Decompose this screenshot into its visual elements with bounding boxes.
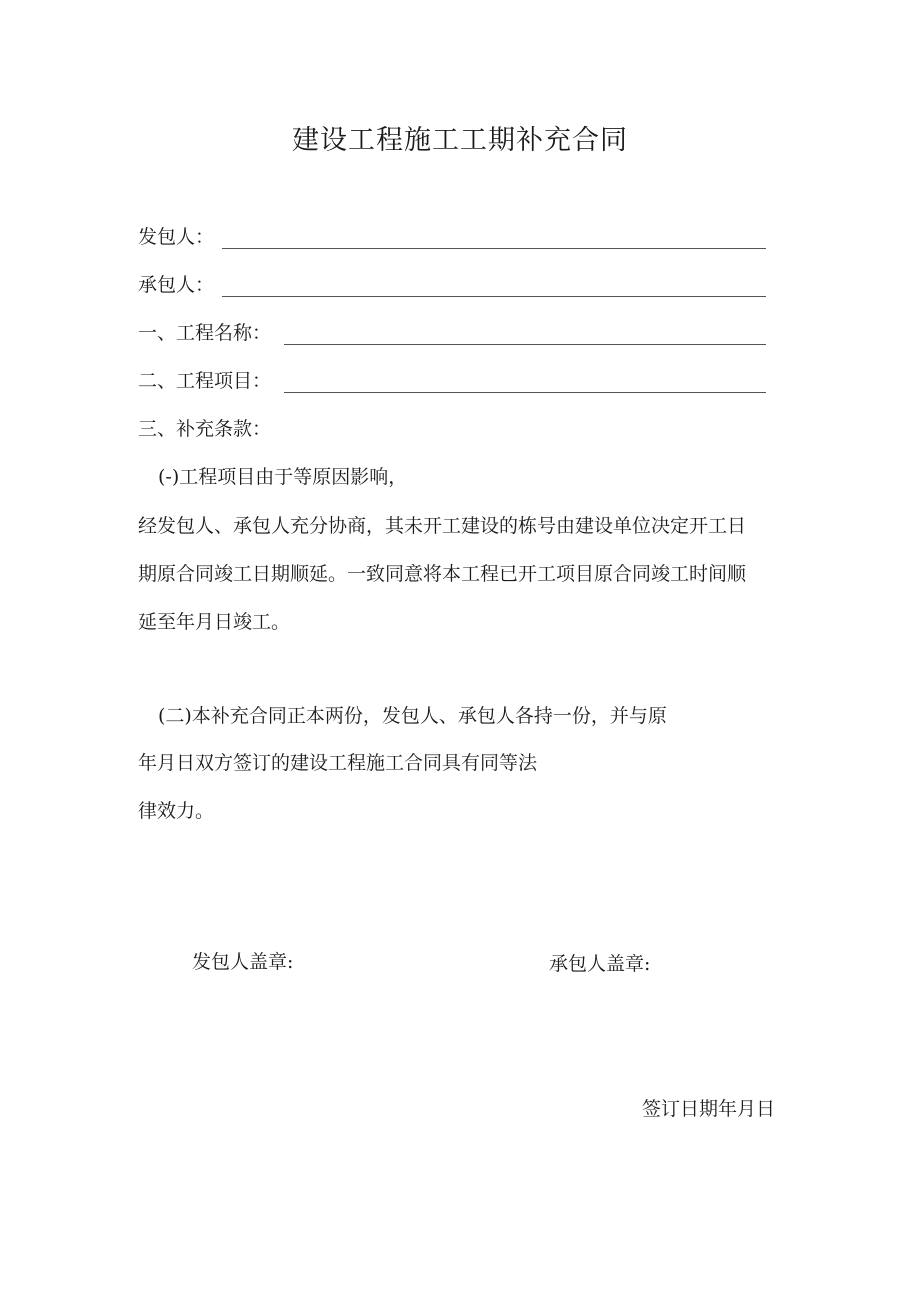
clause1-line4: 延至年月日竣工。 xyxy=(138,611,291,633)
employer-label: 发包人： xyxy=(138,226,215,248)
project-item-field xyxy=(138,366,766,396)
clause2-line1: (二)本补充合同正本两份，发包人、承包人各持一份，并与原 xyxy=(158,705,667,727)
clauses-heading: 三、补充条款： xyxy=(138,418,272,440)
document-title: 建设工程施工工期补充合同 xyxy=(292,125,628,156)
clause1-line1: (-)工程项目由于等原因影响， xyxy=(158,466,408,488)
project-item-label: 二、工程项目： xyxy=(138,370,272,392)
project-name-label: 一、工程名称： xyxy=(138,322,272,344)
employer-field xyxy=(138,222,766,252)
project-item-blank-line[interactable] xyxy=(284,392,766,393)
contractor-seal-label: 承包人盖章: xyxy=(549,953,651,975)
contractor-blank-line[interactable] xyxy=(222,296,766,297)
clause1-line2: 经发包人、承包人充分协商，其未开工建设的栋号由建设单位决定开工日 xyxy=(138,515,747,537)
clause2-line2: 年月日双方签订的建设工程施工合同具有同等法 xyxy=(138,752,538,774)
employer-blank-line[interactable] xyxy=(222,248,766,249)
project-name-blank-line[interactable] xyxy=(284,344,766,345)
contractor-label: 承包人： xyxy=(138,274,215,296)
sign-date: 签订日期年月日 xyxy=(642,1098,776,1120)
project-name-field xyxy=(138,318,766,348)
clause2-line3: 律效力。 xyxy=(138,800,215,822)
contractor-field xyxy=(138,270,766,300)
employer-seal-label: 发包人盖章: xyxy=(192,951,294,973)
clause1-line3: 期原合同竣工日期顺延。一致同意将本工程已开工项目原合同竣工时间顺 xyxy=(138,563,747,585)
